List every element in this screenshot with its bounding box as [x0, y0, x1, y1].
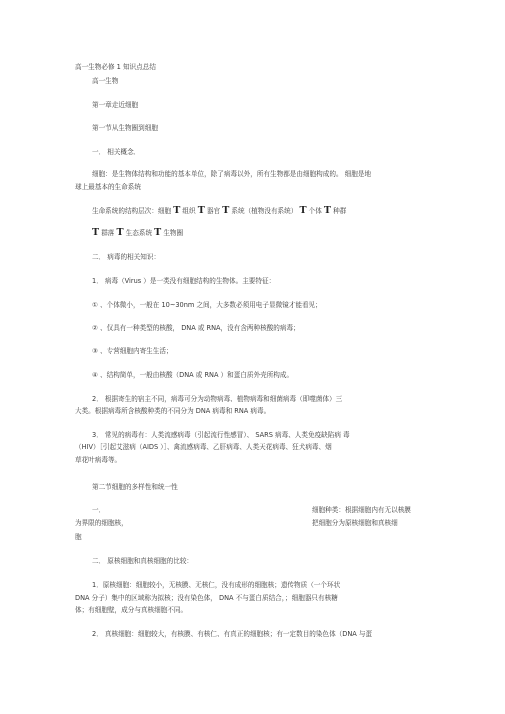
level-system: 系统（植物没有系统）: [231, 207, 298, 215]
list-item: ① 、个体微小，一般在 10~30nm 之间，大多数必须用电子显微镜才能看见；: [92, 301, 322, 309]
paragraph-line: 1．原核细胞：细胞较小，无核膜、无核仁，没有成形的细胞核；遗传物质（一个环状: [92, 581, 341, 589]
arrow-glyph: T: [154, 227, 162, 238]
paragraph-line: 3． 常见的病毒有：人类流感病毒（引起流行性感冒）、 SARS 病毒、人类免疫缺陷病 毒: [92, 431, 350, 439]
paragraph-line: 细胞：是生物体结构和功能的基本单位，除了病毒以外，所有生物都是由细胞构成的。 细胞是地: [92, 170, 372, 178]
paragraph-line: 体；有细胞壁，成分与真核细胞不同。: [75, 606, 188, 614]
paragraph-line: 2． 真核细胞：细胞较大，有核膜、有核仁、有真正的细胞核；有一定数目的染色体（DNA 与蛋: [92, 630, 373, 638]
paragraph-line: DNA 分子）集中的区域称为拟核；没有染色体， DNA 不与蛋白质结合，；细胞器只有核糖: [75, 594, 338, 602]
paragraph-line: 球上最基本的生命系统: [75, 183, 141, 191]
paragraph-line: 大类。根据病毒所含核酸种类的不同分为 DNA 病毒和 RNA 病毒。: [75, 407, 271, 415]
level-cell: 生命系统的结构层次：细胞: [92, 207, 172, 215]
paragraph-line: 一．: [92, 506, 106, 514]
level-individual: 个体: [308, 207, 322, 215]
levels-line: [92, 207, 346, 215]
paragraph-line: 细胞种类：根据细胞内有无以核膜: [312, 506, 411, 514]
level-organ: 器官: [206, 207, 221, 215]
levels-line: [92, 229, 183, 237]
compare-heading: 二． 原核细胞和真核细胞的比较：: [92, 557, 194, 565]
subject-heading: 高一生物: [92, 77, 119, 85]
arrow-glyph: T: [92, 227, 100, 238]
arrow-glyph: T: [197, 205, 205, 216]
paragraph-line: （HIV）［引起艾滋病（AIDS ）］、禽流感病毒、乙肝病毒、人类天花病毒、狂犬病毒、烟: [75, 443, 332, 451]
paragraph-line: 1． 病毒（Virus ）是一类没有细胞结构的生物体。主要特征：: [92, 277, 276, 285]
paragraph-line: 胞: [75, 533, 82, 541]
concept-heading: 一． 相关概念．: [92, 148, 141, 156]
virus-heading: 二． 病毒的相关知识：: [92, 253, 161, 261]
arrow-glyph: T: [222, 205, 230, 216]
section-heading: 第一节从生物圈到细胞: [92, 124, 158, 132]
paragraph-line: 为界限的细胞核，: [75, 519, 128, 527]
section-heading: 第二节细胞的多样性和统一性: [92, 483, 178, 491]
chapter-heading: 第一章走近细胞: [92, 101, 139, 109]
arrow-glyph: T: [299, 205, 307, 216]
arrow-glyph: T: [116, 227, 124, 238]
list-item: ③ 、专营细胞内寄生生活；: [92, 347, 173, 355]
list-item: ④ 、结构简单，一般由核酸（DNA 或 RNA ）和蛋白质外壳所构成。: [92, 371, 294, 379]
level-ecosystem: 生态系统: [125, 229, 153, 237]
level-population: 种群: [333, 207, 347, 215]
level-tissue: 组织: [182, 207, 196, 215]
document-title: 高一生物必修 1 知识点总结: [75, 63, 156, 71]
paragraph-line: 2． 根据寄生的宿主不同，病毒可分为动物病毒、植物病毒和细菌病毒（即噬菌体）三: [92, 395, 343, 403]
level-community: 群落: [101, 229, 115, 237]
arrow-glyph: T: [323, 205, 331, 216]
paragraph-line: 把细胞分为原核细胞和真核细: [312, 519, 398, 527]
level-biosphere: 生物圈: [163, 229, 184, 237]
paragraph-line: 草花叶病毒等。: [75, 456, 122, 464]
list-item: ② 、仅具有一种类型的核酸， DNA 或 RNA，没有含两种核酸的病毒；: [92, 324, 300, 332]
arrow-glyph: T: [173, 205, 181, 216]
